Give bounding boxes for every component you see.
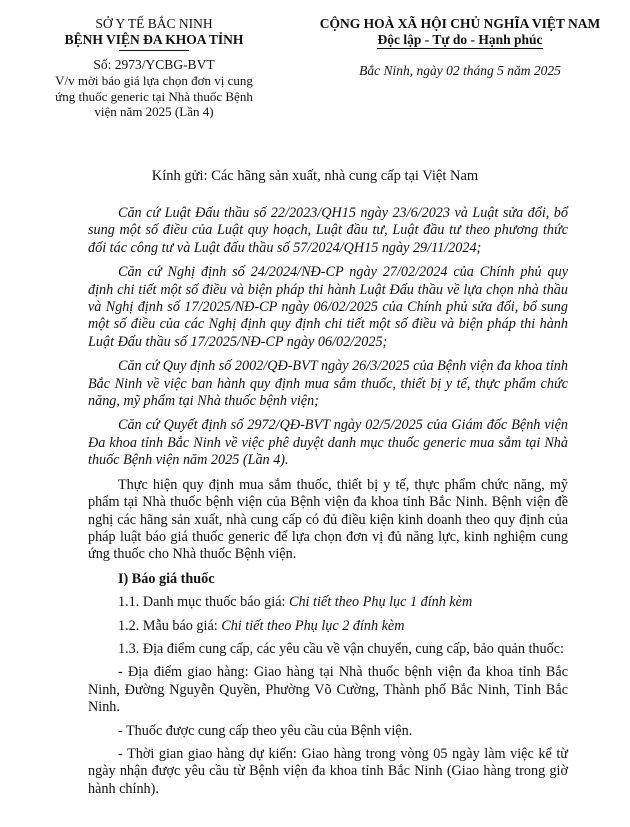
national-header xyxy=(300,16,620,79)
legal-basis-3: Căn cứ Quy định số 2002/QĐ-BVT ngày 26/3/2025 của Bệnh viện đa khoa tỉnh Bắc Ninh về việc ban hành quy định mua sắm thuốc, thiết bị y tế, thực phẩm chức năng, mỹ phẩm tại Nhà thuốc bệnh viện; xyxy=(88,358,568,410)
item-1-1-label: 1.1. Danh mục thuốc báo giá: xyxy=(118,594,289,611)
document-body xyxy=(88,205,568,804)
supply-requirement: - Thuốc được cung cấp theo yêu cầu của Bệnh viện. xyxy=(118,722,413,739)
document-date: Bắc Ninh, ngày 02 tháng 5 năm 2025 xyxy=(359,63,561,78)
national-motto xyxy=(300,32,620,48)
motto-text: Độc lập - Tự do - Hạnh phúc xyxy=(377,32,543,47)
issuer-block xyxy=(54,16,254,120)
recipient-line: Kính gửi: Các hãng sản xuất, nhà cung cấp tại Việt Nam xyxy=(151,168,479,184)
issuer-org: SỞ Y TẾ BẮC NINH xyxy=(95,16,213,31)
section-title: I) Báo giá thuốc xyxy=(118,570,215,587)
issuer-divider xyxy=(119,50,189,51)
item-1-1-value: Chi tiết theo Phụ lục 1 đính kèm xyxy=(289,594,473,611)
item-1-3: 1.3. Địa điểm cung cấp, các yêu cầu về vận chuyển, cung cấp, bảo quản thuốc: xyxy=(118,640,564,657)
item-1-2 xyxy=(88,618,568,635)
intro-paragraph: Thực hiện quy định mua sắm thuốc, thiết bị y tế, thực phẩm chức năng, mỹ phẩm tại Nhà thuốc bệnh viện của Bệnh viện đa khoa tỉnh Bắc Ninh. Bệnh viện đề nghị các hãng sản xuất, nhà cung cấp có đủ điều kiện kinh doanh theo quy định của pháp luật báo giá thuốc generic để lựa chọn đơn vị đủ năng lực, kinh nghiệm cung ứng thuốc cho Nhà thuốc Bệnh viện. xyxy=(88,476,568,563)
legal-basis-4: Căn cứ Quyết định số 2972/QĐ-BVT ngày 02/5/2025 của Giám đốc Bệnh viện Đa khoa tỉnh Bắc Ninh về việc phê duyệt danh mục thuốc generic mua sắm tại Nhà thuốc Bệnh viện năm 2025 (Lần 4). xyxy=(88,417,568,469)
issuer-hospital: BỆNH VIỆN ĐA KHOA TỈNH xyxy=(64,32,244,47)
document-subject: V/v mời báo giá lựa chọn đơn vị cung ứng thuốc generic tại Nhà thuốc Bệnh viện năm 2025 (Lần 4) xyxy=(55,73,253,119)
item-1-2-value: Chi tiết theo Phụ lục 2 đính kèm xyxy=(221,617,405,634)
legal-basis-2: Căn cứ Nghị định số 24/2024/NĐ-CP ngày 27/02/2024 của Chính phủ quy định chi tiết một số điều và biện pháp thi hành Luật Đấu thầu về lựa chọn nhà thầu và Nghị định số 17/2025/NĐ-CP ngày 06/02/2025 của Chính phủ sửa đổi, bổ sung một số điều của các Nghị định quy định chi tiết một số điều và biện pháp thi hành Luật Đấu thầu số 17/2025/NĐ-CP ngày 06/02/2025; xyxy=(88,264,568,350)
item-1-2-label: 1.2. Mẫu báo giá: xyxy=(118,617,222,634)
item-1-1 xyxy=(88,594,568,611)
document-number: Số: 2973/YCBG-BVT xyxy=(93,57,215,72)
delivery-location: - Địa điểm giao hàng: Giao hàng tại Nhà thuốc bệnh viện đa khoa tỉnh Bắc Ninh, Đường Nguyễn Quyền, Phường Võ Cường, Thành phố Bắc Ninh, Tỉnh Bắc Ninh. xyxy=(88,664,568,716)
delivery-time: - Thời gian giao hàng dự kiến: Giao hàng trong vòng 05 ngày làm việc kể từ ngày nhận được yêu cầu từ Bệnh viện đa khoa tỉnh Bắc Ninh (Giao hàng trong giờ hành chính). xyxy=(88,745,568,797)
legal-basis-1: Căn cứ Luật Đấu thầu số 22/2023/QH15 ngày 23/6/2023 và Luật sửa đổi, bổ sung một số điều của Luật quy hoạch, Luật đầu tư, Luật đầu tư theo phương thức đối tác công tư và Luật đấu thầu số 57/2024/QH15 ngày 29/11/2024; xyxy=(88,205,568,256)
republic-title: CỘNG HOÀ XÃ HỘI CHỦ NGHĨA VIỆT NAM xyxy=(319,16,601,31)
